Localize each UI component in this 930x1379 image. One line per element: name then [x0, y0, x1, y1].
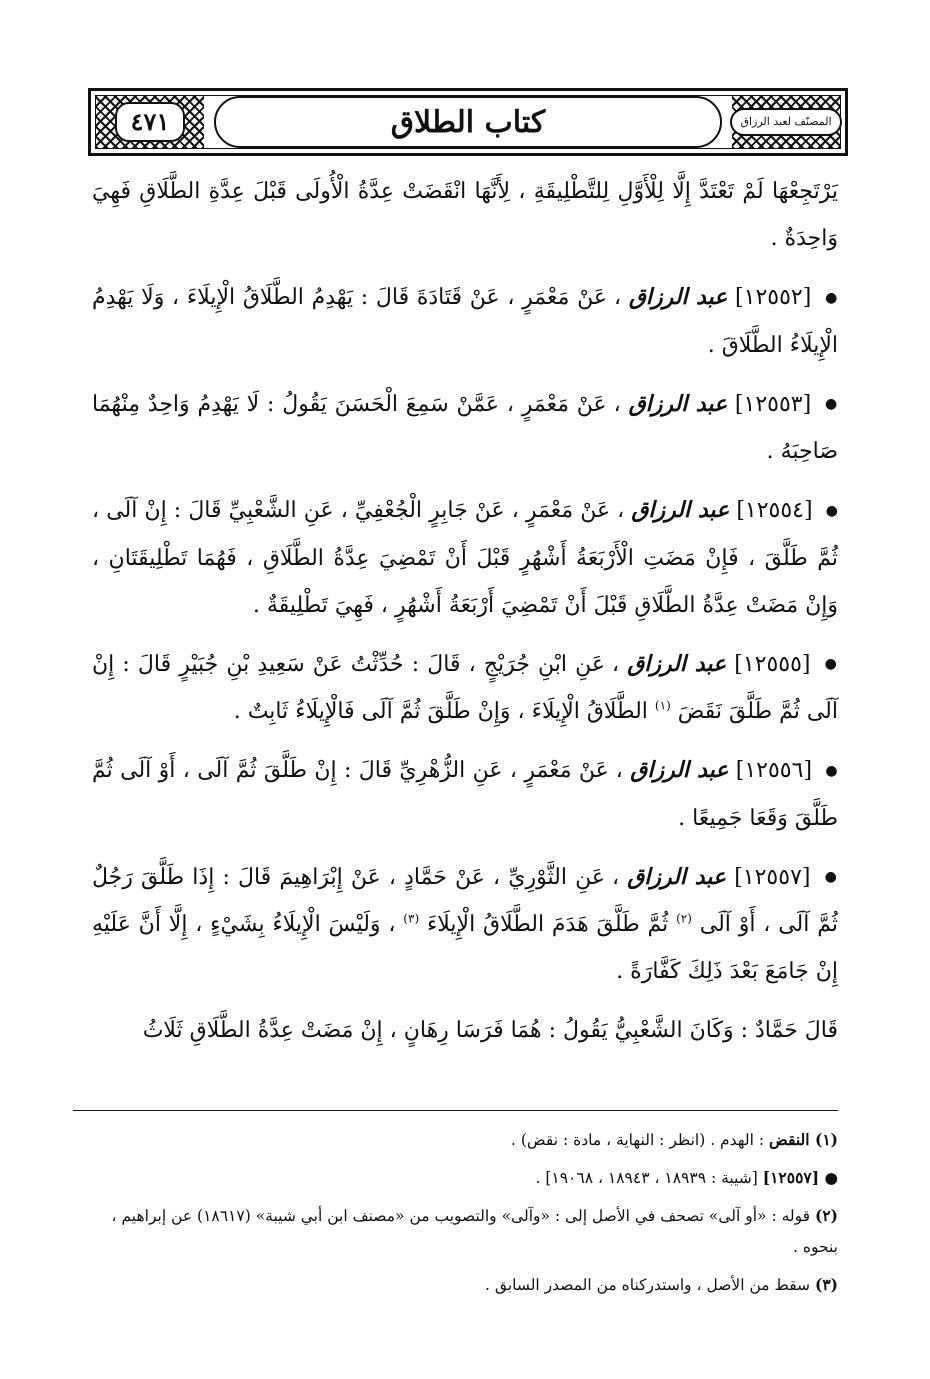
hadith-ref: [١٢٥٥٥] [734, 651, 811, 677]
main-text [92, 168, 838, 1066]
footnote-text: : الهدم . (انظر : النهاية ، مادة : نقض) . [511, 1131, 765, 1149]
footnote-label: (١) النقض [769, 1130, 838, 1149]
hadith-ref: [١٢٥٥٧] [734, 864, 811, 890]
hadith-12556 [92, 747, 838, 842]
hadith-text: ، عَنْ مَعْمَرٍ ، عَنْ جَابِرٍ الْجُعْفِيِّ ، عَنِ الشَّعْبِيِّ قَالَ : إِنْ آلَى ، ثُمَّ طَلَّقَ ، فَإِنْ مَضَتِ الْأَرْبَعَةُ أَشْهُرٍ قَبْلَ أَنْ تَمْضِيَ عِدَّةُ الطَّلَاقِ ، فَهُمَا تَطْلِيقَتَانِ ، وَإِنْ مَضَتْ عِدَّةُ الطَّلَاقِ قَبْلَ أَنْ تَمْضِيَ أَرْبَعَةُ أَشْهُرٍ ، فَهِيَ تَطْلِيقَةٌ . [92, 498, 839, 618]
bullet-icon: ● [824, 656, 838, 672]
footnote [92, 1200, 838, 1263]
footnote [92, 1269, 838, 1301]
hadith-text: ، عَنِ ابْنِ جُرَيْجٍ ، قَالَ : حُدِّثْتُ عَنْ سَعِيدِ بْنِ جُبَيْرٍ قَالَ : إِنْ آلَى ثُمَّ طَلَّقَ نَقَضَ [92, 651, 838, 724]
footnote-divider [73, 1110, 838, 1111]
footnote-marker[interactable]: (٣) [403, 911, 420, 926]
footnote [92, 1124, 838, 1156]
narrator-name: عبد الرزاق [630, 757, 729, 783]
bullet-icon: ● [824, 396, 838, 412]
hadith-text-cont: ثُمَّ طَلَّقَ هَدَمَ الطَّلَاقُ الْإِيلَاءَ [426, 912, 669, 937]
bullet-icon: ● [825, 762, 839, 779]
hadith-ref: [١٢٥٥٤] [736, 498, 813, 523]
page-number-ornament [96, 96, 204, 148]
narrator-name: عبد الرزاق [628, 390, 728, 417]
hadith-text: ، عَنِ الثَّوْرِيِّ ، عَنْ حَمَّادٍ ، عَنْ إِبْرَاهِيمَ قَالَ : إِذَا طَلَّقَ رَجُلٌ ثُمَّ آلَى ، أَوْ آلَى [92, 864, 838, 937]
bullet-icon: ● [824, 869, 838, 885]
narrator-name: عبد الرزاق [627, 863, 727, 890]
paragraph-text: يَرْتَجِعْهَا لَمْ تَعْتَدَّ إِلَّا لِلْأَوَّلِ لِلتَّطْلِيقَةِ ، لِأَنَّهَا انْقَضَتْ عِدَّةُ الْأُولَى قَبْلَ عِدَّةِ الطَّلَاقِ فَهِيَ وَاحِدَةٌ . [92, 179, 838, 251]
hadith-12554 [92, 487, 838, 629]
bullet-icon: ● [825, 502, 839, 519]
chapter-title: كتاب الطلاق [214, 96, 722, 148]
hadith-12552 [92, 274, 838, 369]
footnote-label: (٢) [814, 1206, 838, 1225]
footnote-marker[interactable]: (١) [654, 698, 671, 713]
header-frame [95, 95, 841, 149]
book-emblem: المصنّف لعبد الرزاق [730, 108, 841, 136]
paragraph [92, 1007, 838, 1054]
hadith-text: ، عَنْ مَعْمَرٍ ، عَنْ قَتَادَةَ قَالَ : يَهْدِمُ الطَّلَاقُ الْإِيلَاءَ ، وَلَا يَهْدِمُ الْإِيلَاءُ الطَّلَاقَ . [92, 285, 838, 358]
hadith-text-cont: الطَّلَاقُ الْإِيلَاءَ ، وَإِنْ طَلَّقَ ثُمَّ آلَى فَالْإِيلَاءُ ثَابِتٌ . [233, 699, 648, 724]
narrator-name: عبد الرزاق [628, 284, 728, 310]
hadith-text-cont: ، وَلَيْسَ الْإِيلَاءُ بِشَيْءٍ ، إِلَّا أَنَّ عَلَيْهِ إِنْ جَامَعَ بَعْدَ ذَلِكَ كَفَّارَةً . [92, 912, 838, 984]
footnote-text: [شيبة : ١٨٩٣٩ ، ١٨٩٤٣ ، ١٩٠٦٨] . [535, 1169, 758, 1187]
paragraph-text: قَالَ حَمَّادٌ : وَكَانَ الشَّعْبِيُّ يَقُولُ : هُمَا فَرَسَا رِهَانٍ ، إِنْ مَضَتْ عِدَّةُ الطَّلَاقِ ثَلَاثُ [142, 1018, 838, 1043]
footnote-label: ● [١٢٥٥٧] [762, 1168, 838, 1187]
hadith-12557 [92, 854, 838, 996]
paragraph [92, 168, 838, 262]
footnotes [92, 1124, 838, 1307]
hadith-ref: [١٢٥٥٦] [735, 758, 813, 783]
page-header [88, 88, 848, 156]
hadith-ref: [١٢٥٥٣] [734, 391, 812, 417]
bullet-icon: ● [825, 289, 839, 306]
footnote [92, 1162, 838, 1194]
narrator-name: عبد الرزاق [631, 497, 730, 523]
hadith-12555 [92, 641, 838, 736]
hadith-text: ، عَنْ مَعْمَرٍ ، عَنِ الزُّهْرِيِّ قَالَ : إِنْ طَلَّقَ ثُمَّ آلَى ، أَوْ آلَى ثُمَّ طَلَّقَ وَقَعَا جَمِيعًا . [92, 758, 838, 831]
footnote-label: (٣) [814, 1275, 838, 1294]
page-number: ٤٧١ [115, 102, 186, 142]
footnote-marker[interactable]: (٢) [676, 911, 692, 926]
hadith-text: ، عَنْ مَعْمَرٍ ، عَمَّنْ سَمِعَ الْحَسَنَ يَقُولُ : لَا يَهْدِمُ وَاحِدٌ مِنْهُمَا صَاحِبَهُ . [92, 391, 838, 464]
hadith-ref: [١٢٥٥٢] [735, 285, 812, 310]
footnote-text: قوله : «أو آلى» تصحف في الأصل إلى : «وآلى» والتصويب من «مصنف ابن أبي شيبة» (١٨٦١٧) عن إبراهيم ، بنحوه . [111, 1207, 838, 1256]
narrator-name: عبد الرزاق [627, 650, 727, 677]
footnote-text: سقط من الأصل ، واستدركناه من المصدر السابق . [485, 1276, 811, 1294]
hadith-12553 [92, 381, 838, 476]
chapter-title-cartouche [214, 96, 722, 148]
book-emblem-ornament [732, 96, 840, 148]
